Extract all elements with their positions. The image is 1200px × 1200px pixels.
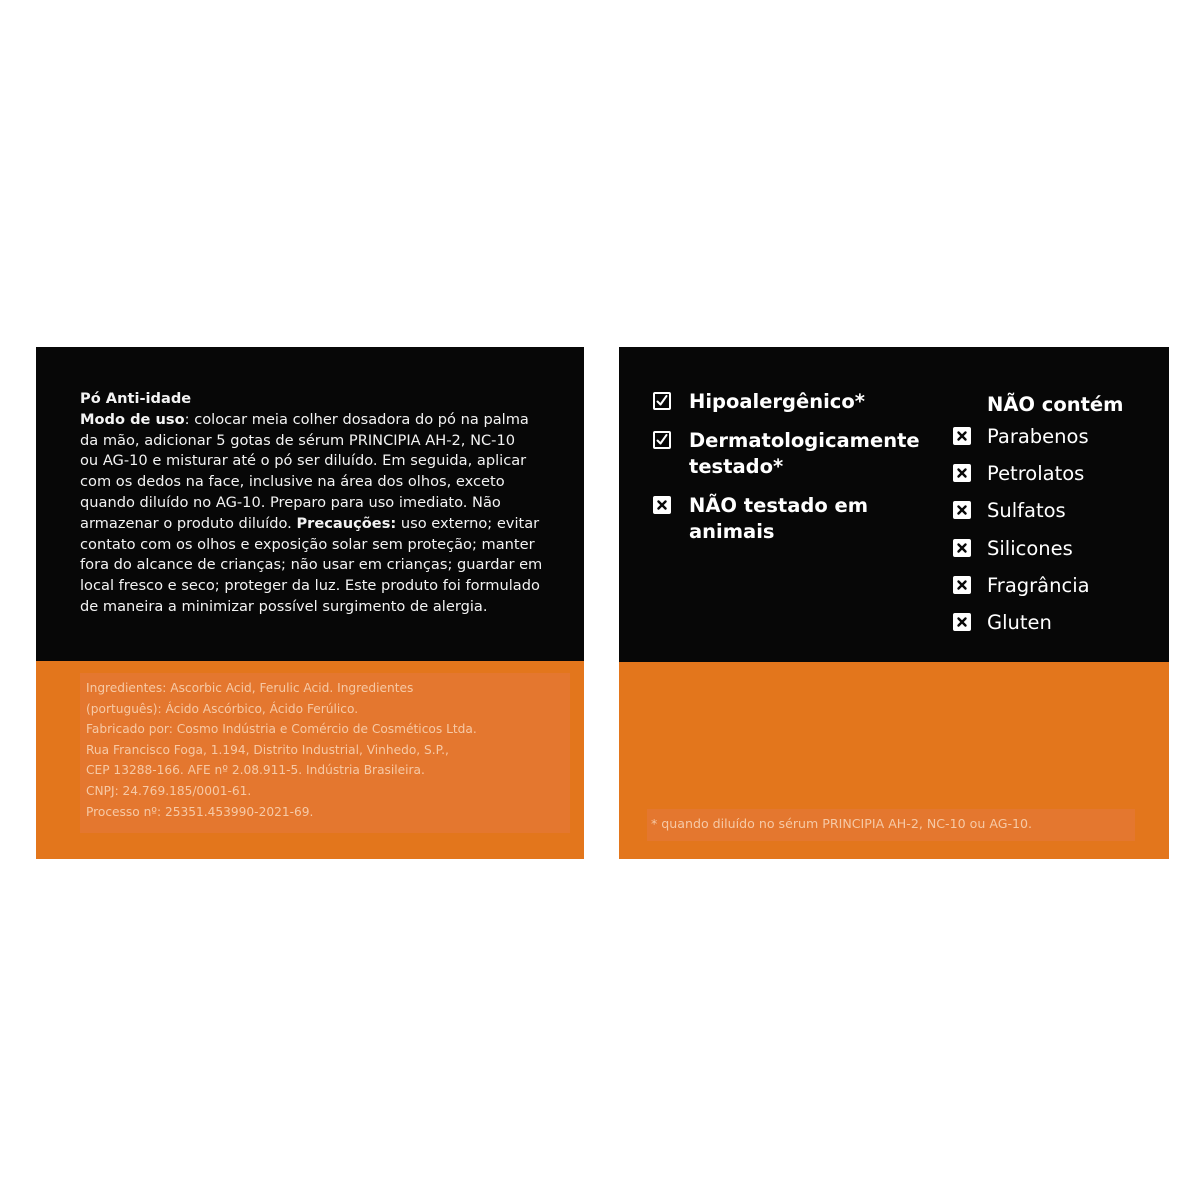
claim-label: Dermatologicamente — [689, 428, 920, 452]
checkbox-x-icon — [953, 539, 971, 557]
footnote: * quando diluído no sérum PRINCIPIA AH-2, NC-10 ou AG-10. — [651, 816, 1033, 831]
exclusion-label: Petrolatos — [987, 462, 1085, 486]
precautions-line: uso externo; evitar — [396, 514, 540, 532]
details-line: (português): Ácido Ascórbico, Ácido Ferúlico. — [86, 701, 359, 716]
usage-line: : colocar meia colher dosadora do pó na palma — [184, 410, 529, 428]
precautions-line: de maneira a minimizar possível surgimento de alergia. — [80, 597, 488, 615]
exclusion-label: Parabenos — [987, 425, 1089, 448]
left-panel — [36, 347, 584, 859]
usage-instructions — [80, 389, 560, 618]
usage-label: Modo de uso — [80, 410, 185, 428]
claims-list — [653, 389, 953, 558]
checkbox-check-icon — [653, 392, 671, 410]
exclusion-label: Gluten — [987, 610, 1052, 634]
ingredients-and-manufacturer — [86, 678, 556, 822]
claim-label: NÃO testado em — [689, 493, 869, 517]
exclusion-item — [953, 461, 1153, 498]
details-line: CEP 13288-166. AFE nº 2.08.911-5. Indústria Brasileira. — [86, 763, 425, 778]
checkbox-x-icon — [953, 464, 971, 482]
claim-label: animais — [689, 520, 775, 543]
claim-label: testado* — [689, 455, 784, 478]
exclusion-item — [953, 573, 1153, 610]
precautions-line: local fresco e seco; proteger da luz. Este produto foi formulado — [80, 577, 540, 595]
exclusion-label: Sulfatos — [987, 499, 1066, 523]
checkbox-x-icon — [953, 576, 971, 594]
details-line: Rua Francisco Foga, 1.194, Distrito Industrial, Vinhedo, S.P., — [86, 742, 449, 757]
exclusions-list — [953, 392, 1153, 647]
exclusion-item — [953, 610, 1153, 647]
exclusion-label: Fragrância — [987, 573, 1090, 597]
usage-line: com os dedos na face, inclusive na área dos olhos, exceto — [80, 473, 505, 491]
claim-item — [653, 389, 953, 416]
usage-line: armazenar o produto diluído. — [80, 514, 297, 532]
precautions-label: Precauções: — [296, 514, 397, 532]
checkbox-x-icon — [953, 427, 971, 445]
details-line: Processo nº: 25351.453990-2021-69. — [86, 804, 314, 819]
claim-item — [653, 428, 953, 481]
precautions-line: fora do alcance de crianças; não usar em crianças; guardar em — [80, 556, 543, 574]
checkbox-x-icon — [653, 496, 671, 514]
precautions-line: contato com os olhos e exposição solar sem proteção; manter — [80, 535, 535, 553]
exclusion-item — [953, 536, 1153, 573]
exclusion-item — [953, 424, 1153, 461]
exclusion-label: Silicones — [987, 536, 1073, 560]
exclusions-title: NÃO contém — [987, 393, 1124, 416]
claim-label: Hipoalergênico* — [689, 390, 865, 413]
details-line: Fabricado por: Cosmo Indústria e Comércio de Cosméticos Ltda. — [86, 722, 477, 737]
exclusion-item — [953, 498, 1153, 535]
checkbox-x-icon — [953, 613, 971, 631]
claim-item — [653, 493, 953, 546]
usage-line: quando diluído no AG-10. Preparo para uso imediato. Não — [80, 493, 501, 511]
right-panel — [619, 347, 1169, 859]
details-line: CNPJ: 24.769.185/0001-61. — [86, 783, 252, 798]
usage-line: da mão, adicionar 5 gotas de sérum PRINCIPIA AH-2, NC-10 — [80, 431, 516, 449]
checkbox-check-icon — [653, 431, 671, 449]
details-line: Ingredientes: Ascorbic Acid, Ferulic Acid. Ingredientes — [86, 681, 414, 695]
checkbox-x-icon — [953, 501, 971, 519]
product-title: Pó Anti-idade — [80, 390, 192, 407]
usage-line: ou AG-10 e misturar até o pó ser diluído. Em seguida, aplicar — [80, 452, 527, 470]
